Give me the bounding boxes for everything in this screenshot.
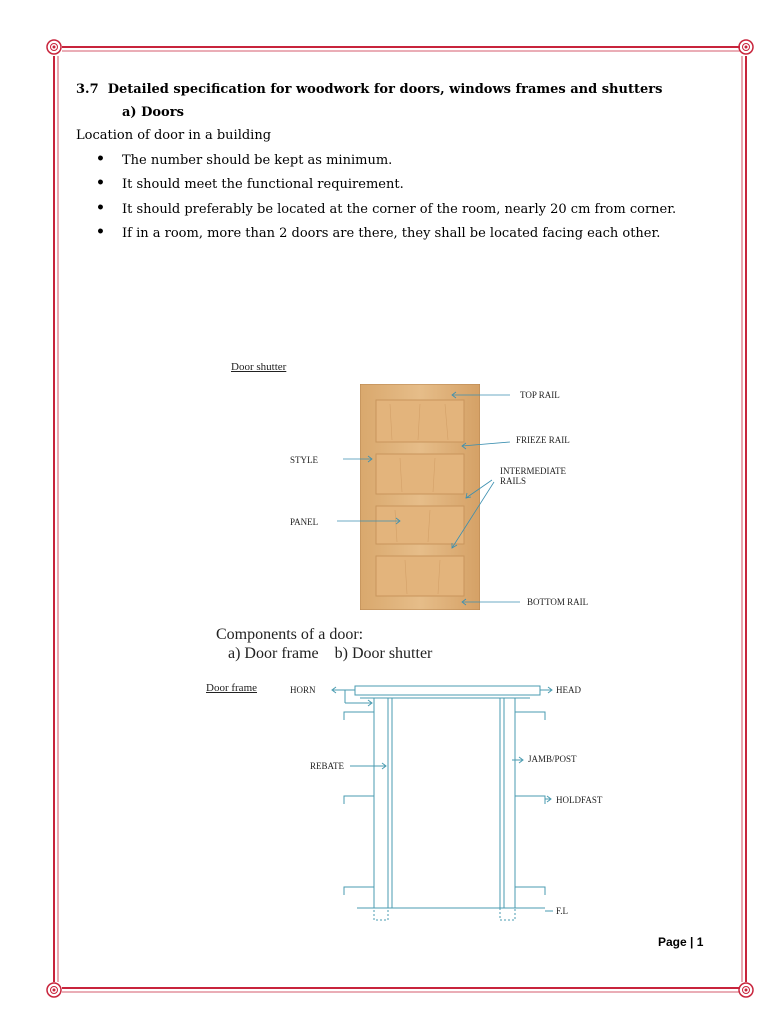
label-horn: HORN [290,685,316,695]
label-style: STYLE [290,455,318,465]
subheading: a) Doors [122,105,184,120]
label-top-rail: TOP RAIL [520,390,560,400]
label-panel: PANEL [290,517,319,527]
label-rebate: REBATE [310,761,345,771]
bullet-marker: • [96,175,105,191]
frame-head [355,686,540,695]
bullet-item: If in a room, more than 2 doors are there, they shall be located facing each other. [122,226,661,241]
frame-caption: Door frame [206,682,258,694]
location-title: Location of door in a building [76,128,272,143]
components-items: a) Door frame b) Door shutter [228,645,433,662]
bullet-marker: • [96,200,105,216]
bullet-marker: • [96,151,105,167]
label-bottom-rail: BOTTOM RAIL [527,597,589,607]
components-title: Components of a door: [216,626,364,643]
page-number: Page | 1 [658,935,704,949]
bullet-item: It should meet the functional requirement. [122,177,404,192]
section-title: Detailed specification for woodwork for doors, windows frames and shutters [107,82,663,97]
label-head: HEAD [556,685,581,695]
label-holdfast: HOLDFAST [556,795,603,805]
section-number: 3.7 [76,82,99,97]
bullet-item: The number should be kept as minimum. [122,153,393,168]
label-intermediate: INTERMEDIATE [500,466,566,476]
bullet-item: It should preferably be located at the corner of the room, nearly 20 cm from corner. [122,202,677,217]
label-rails: RAILS [500,476,527,486]
shutter-caption: Door shutter [231,361,287,373]
bullet-marker: • [96,224,105,240]
label-jamb: JAMB/POST [528,754,577,764]
label-frieze-rail: FRIEZE RAIL [516,435,570,445]
label-fl: F.L [556,906,569,916]
